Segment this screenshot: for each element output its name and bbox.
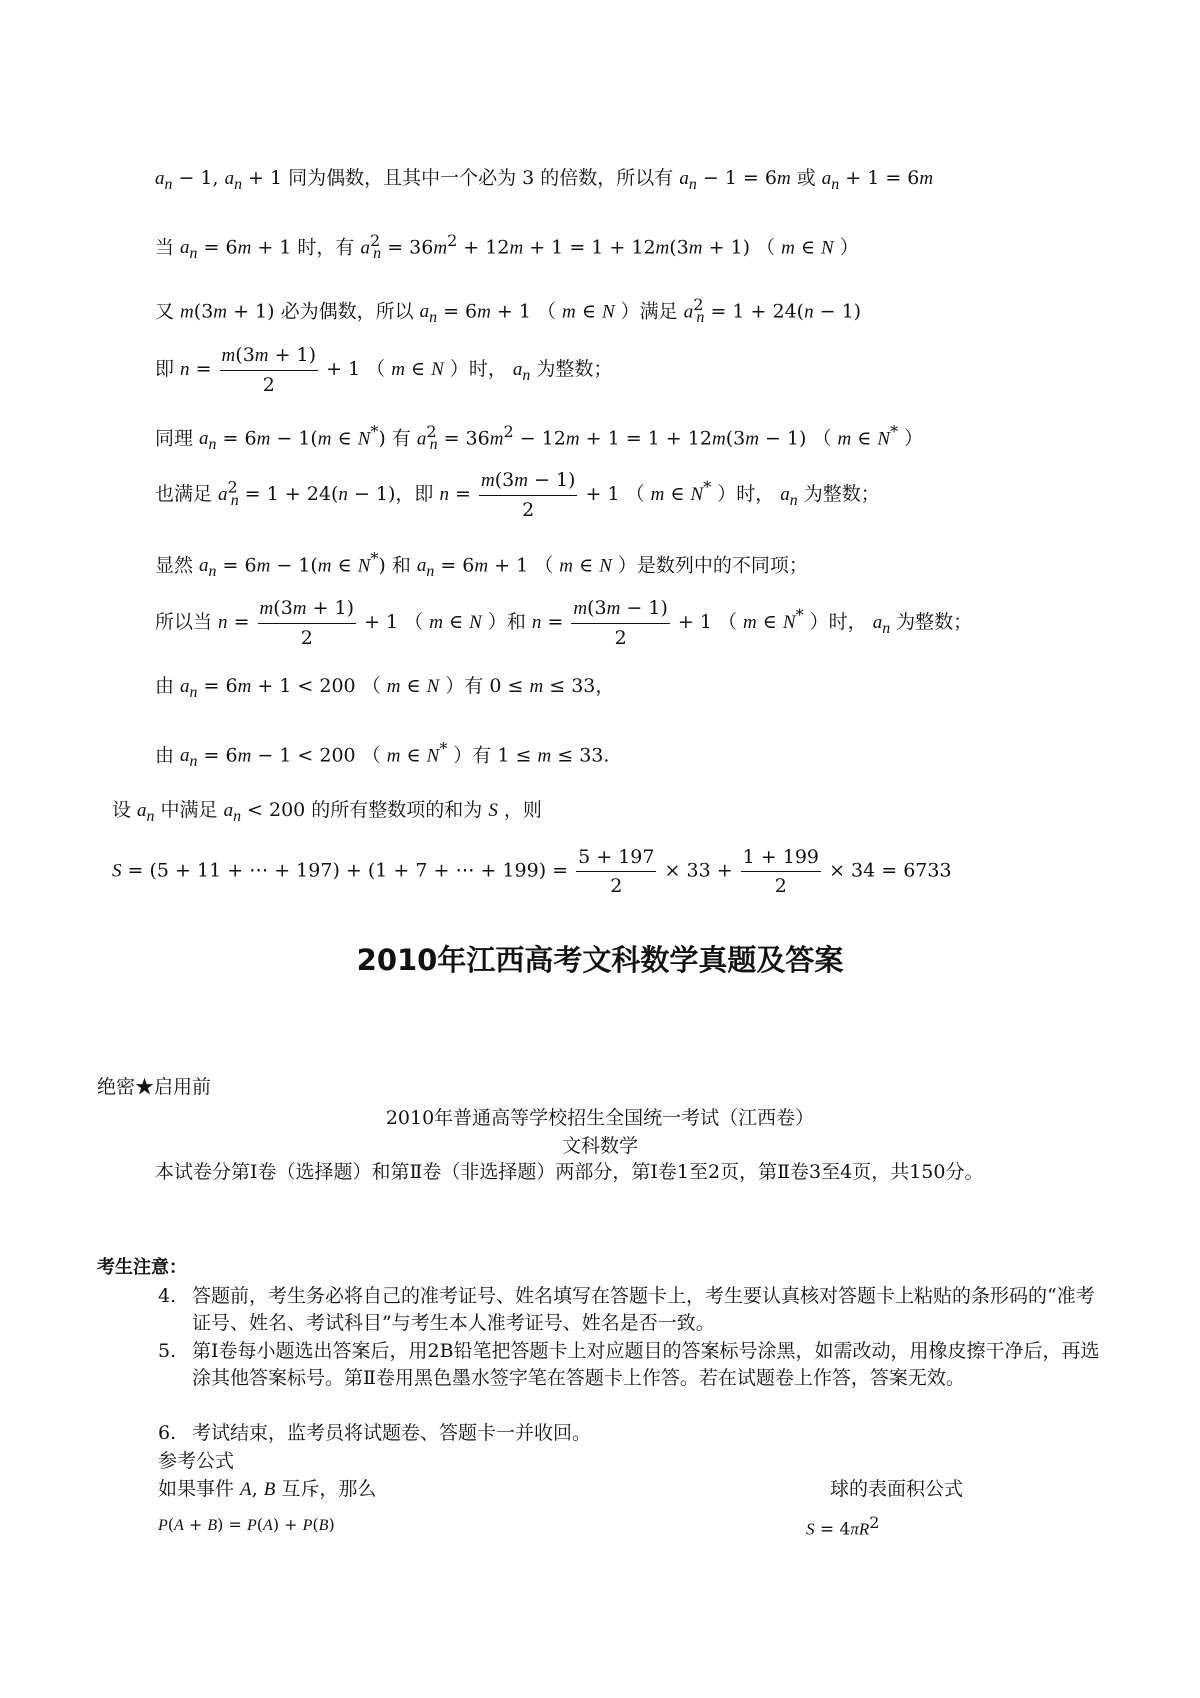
solution-line-7: 显然 $a_n = 6m - 1(m$ ∈ N*) 和 $a_n = 6m + 1$ （ m ∈ N ）是数列中的不同项；	[155, 549, 808, 581]
notice-item	[158, 1283, 1108, 1337]
notice-number: 5.	[158, 1340, 177, 1362]
solution-line-3: 又 m(3m + 1) 必为偶数，所以 $a_n = 6m + 1$ （ m ∈ N ）满足 $a^2_n = 1 + 24(n - 1)$	[155, 295, 862, 327]
formula-left: P(A + B) = P(A) + P(B)	[158, 1515, 335, 1534]
solution-line-1: $a_n - 1$, $a_n + 1$ 同为偶数，且其中一个必为 3 的倍数，所以有 $a_n - 1 = 6m$ 或 $a_n + 1 = 6m$	[155, 167, 934, 193]
formula-right-label: 球的表面积公式	[830, 1478, 964, 1500]
solution-line-4: 即 n = $\frac{m(3m + 1)}{2}$ + 1 （ m ∈ N ）时， $a_n$ 为整数；	[155, 344, 613, 396]
notice-number: 6.	[158, 1422, 177, 1444]
intro-paragraph: 本试卷分第Ⅰ卷（选择题）和第Ⅱ卷（非选择题）两部分，第Ⅰ卷1至2页，第Ⅱ卷3至4页，共150分。	[155, 1161, 984, 1183]
formula-heading: 参考公式	[158, 1450, 235, 1472]
notice-text: 考试结束，监考员将试题卷、答题卡一并收回。	[192, 1422, 592, 1444]
exam-name: 2010年普通高等学校招生全国统一考试（江西卷）	[385, 1107, 815, 1129]
solution-line-5: 同理 $a_n = 6m - 1(m$ ∈ N*) 有 $a^2_n = 36m^2 - 12m + 1 = 1 + 12m(3m - 1)$ （ m ∈ N* ）	[155, 422, 924, 454]
formula-right: $S = 4\pi R^2$	[806, 1513, 880, 1540]
solution-line-11: 设 $a_n$ 中满足 $a_n < 200$ 的所有整数项的和为 S ，则	[112, 799, 542, 825]
notice-text: 答题前，考生务必将自己的准考证号、姓名填写在答题卡上，考生要认真核对答题卡上粘贴的条形码的“准考证号、姓名、考试科目”与考生本人准考证号、姓名是否一致。	[192, 1285, 1095, 1334]
solution-line-12: S = (5 + 11 + ⋯ + 197) + (1 + 7 + ⋯ + 199) = $\frac{5 + 197}{2}$ × 33 + $\frac{1 + 199}{2}$ × 34 = 6733	[112, 846, 952, 897]
notice-text: 第Ⅰ卷每小题选出答案后，用2B铅笔把答题卡上对应题目的答案标号涂黑，如需改动，用橡皮擦干净后，再选涂其他答案标号。第Ⅱ卷用黑色墨水签字笔在答题卡上作答。若在试题卷上作答，答案无效。	[192, 1340, 1100, 1389]
notice-item	[158, 1420, 1108, 1447]
solution-line-10: 由 $a_n = 6m - 1 < 200$ （ m ∈ N* ）有 1 ≤ m ≤ 33.	[155, 739, 610, 771]
subject-name: 文科数学	[561, 1135, 638, 1157]
page-title: 2010年江西高考文科数学真题及答案	[356, 943, 844, 977]
formula-left-label: 如果事件 A, B 互斥，那么	[158, 1478, 377, 1500]
solution-line-6: 也满足 $a^2_n = 1 + 24(n - 1)$，即 n = $\frac{m(3m - 1)}{2}$ + 1 （ m ∈ N* ）时， $a_n$ 为整数；	[155, 469, 880, 521]
secret-label: 绝密★启用前	[97, 1076, 212, 1098]
notice-heading: 考生注意：	[97, 1257, 187, 1278]
solution-line-8: 所以当 n = $\frac{m(3m + 1)}{2}$ + 1 （ m ∈ N ）和 n = $\frac{m(3m - 1)}{2}$ + 1 （ m ∈ N* ）时， $a_n$ 为整数；	[155, 597, 973, 649]
notice-number: 4.	[158, 1285, 177, 1307]
solution-line-9: 由 $a_n = 6m + 1 < 200$ （ m ∈ N ）有 0 ≤ m ≤ 33，	[155, 675, 615, 701]
notice-item	[158, 1338, 1108, 1392]
solution-line-2: 当 $a_n = 6m + 1$ 时，有 $a^2_n = 36m^2 + 12m + 1 = 1 + 12m(3m + 1)$ （ m ∈ N ）	[155, 231, 859, 263]
